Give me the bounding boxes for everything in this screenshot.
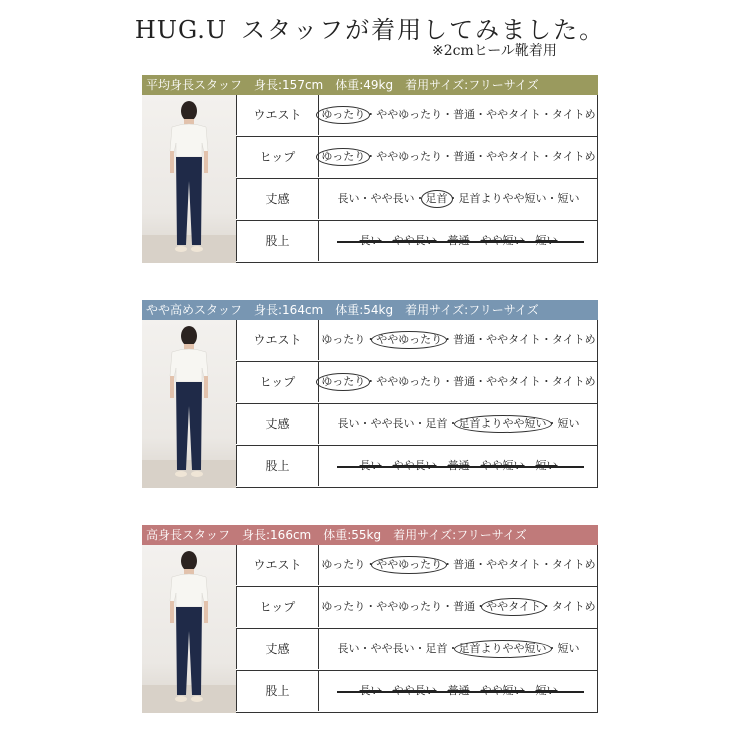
fit-options <box>319 671 598 711</box>
option-separator: ・ <box>365 108 377 121</box>
fit-option: やや長い <box>370 192 415 205</box>
fit-option: タイトめ <box>551 333 596 346</box>
fit-option-selected: 足首よりやや短い <box>459 629 547 669</box>
fit-row-label: 丈感 <box>236 179 319 219</box>
staff-figure-icon <box>164 324 214 484</box>
fit-row-label: 股上 <box>236 446 319 486</box>
fit-option: ややタイト <box>486 558 541 571</box>
fit-option: 長い <box>337 192 360 205</box>
staff-photo <box>142 320 236 488</box>
fit-row <box>236 179 598 221</box>
fit-options <box>319 137 598 177</box>
option-separator: ・ <box>442 375 454 388</box>
fit-option: ややタイト <box>486 333 541 346</box>
fit-option: 足首 <box>425 642 448 655</box>
fit-option: 短い <box>557 642 580 655</box>
fit-option: ややタイト <box>486 375 541 388</box>
option-separator: ・ <box>540 558 552 571</box>
fit-option: ゆったり <box>321 600 366 613</box>
option-separator: ・ <box>546 642 558 655</box>
fit-row-label: ウエスト <box>236 95 319 135</box>
staff-block <box>142 525 598 713</box>
option-separator: ・ <box>442 150 454 163</box>
fit-row <box>236 362 598 404</box>
fit-row <box>236 545 598 587</box>
fit-row <box>236 629 598 671</box>
staff-block <box>142 75 598 263</box>
fit-row-label: 股上 <box>236 221 319 261</box>
option-separator: ・ <box>365 150 377 163</box>
option-separator: ・ <box>540 375 552 388</box>
fit-option-selected: ゆったり <box>321 95 365 135</box>
strike-line <box>337 241 584 243</box>
fit-row-label: ウエスト <box>236 320 319 360</box>
fit-row <box>236 404 598 446</box>
fit-row <box>236 671 598 713</box>
fit-option: 長い <box>337 642 360 655</box>
option-separator: ・ <box>442 558 454 571</box>
fit-row <box>236 95 598 137</box>
option-separator: ・ <box>540 108 552 121</box>
option-separator: ・ <box>447 417 459 430</box>
fit-option: 長い <box>337 417 360 430</box>
fit-option: 短い <box>557 417 580 430</box>
fit-options <box>319 179 598 219</box>
fit-table <box>236 545 598 713</box>
option-separator: ・ <box>447 642 459 655</box>
fit-option: 短い <box>557 192 580 205</box>
fit-options <box>319 545 598 585</box>
fit-option-selected: ややゆったり <box>376 320 442 360</box>
fit-option: 普通 <box>453 333 476 346</box>
option-separator: ・ <box>475 558 487 571</box>
fit-options <box>319 629 598 669</box>
fit-option-selected: 足首 <box>426 179 448 219</box>
option-separator: ・ <box>359 417 371 430</box>
option-separator: ・ <box>365 558 377 571</box>
fit-option: ややゆったり <box>376 150 443 163</box>
fit-option: 足首 <box>425 417 448 430</box>
fit-table <box>236 95 598 263</box>
title-text: スタッフが着用してみました。 <box>241 16 606 44</box>
strike-line <box>337 466 584 468</box>
fit-row <box>236 446 598 488</box>
staff-figure-icon <box>164 99 214 259</box>
fit-option: 足首よりやや短い <box>458 192 547 205</box>
fit-option: 普通 <box>453 600 476 613</box>
fit-option-selected: 足首よりやや短い <box>459 404 547 444</box>
fit-row <box>236 137 598 179</box>
option-separator: ・ <box>475 108 487 121</box>
fit-option: 普通 <box>453 375 476 388</box>
fit-option: ややゆったり <box>376 600 443 613</box>
fit-option: ややゆったり <box>376 375 443 388</box>
fit-option-selected: ゆったり <box>321 362 365 402</box>
fit-table <box>236 320 598 488</box>
option-separator: ・ <box>365 600 377 613</box>
fit-row-label: 丈感 <box>236 629 319 669</box>
page-title <box>0 10 740 45</box>
fit-option: タイトめ <box>551 150 596 163</box>
option-separator: ・ <box>475 375 487 388</box>
fit-option: ややタイト <box>486 108 541 121</box>
fit-options <box>319 446 598 486</box>
fit-options <box>319 404 598 444</box>
fit-options <box>319 362 598 402</box>
staff-photo <box>142 95 236 263</box>
option-separator: ・ <box>365 333 377 346</box>
fit-row <box>236 221 598 263</box>
fit-options <box>319 587 598 627</box>
option-separator: ・ <box>414 192 426 205</box>
staff-header: 高身長スタッフ 身長:166cm 体重:55kg 着用サイズ:フリーサイズ <box>142 525 598 545</box>
fit-option: ゆったり <box>321 558 366 571</box>
fit-row-label: 丈感 <box>236 404 319 444</box>
fit-option: タイトめ <box>551 108 596 121</box>
fit-option: 普通 <box>453 150 476 163</box>
option-separator: ・ <box>414 417 426 430</box>
fit-option-selected: ややゆったり <box>376 545 442 585</box>
fit-row-label: ヒップ <box>236 362 319 402</box>
option-separator: ・ <box>414 642 426 655</box>
fit-option: ややゆったり <box>376 108 443 121</box>
option-separator: ・ <box>540 333 552 346</box>
brand-name: HUG.U <box>134 16 228 44</box>
fit-option-selected: ややタイト <box>486 587 541 627</box>
option-separator: ・ <box>475 333 487 346</box>
fit-row-label: ヒップ <box>236 137 319 177</box>
fit-option: ゆったり <box>321 333 366 346</box>
fit-option: やや長い <box>370 417 415 430</box>
fit-option: 普通 <box>453 558 476 571</box>
option-separator: ・ <box>359 642 371 655</box>
fit-option: タイトめ <box>551 558 596 571</box>
fit-option: やや長い <box>370 642 415 655</box>
option-separator: ・ <box>365 375 377 388</box>
option-separator: ・ <box>546 192 558 205</box>
option-separator: ・ <box>540 600 552 613</box>
fit-option: ややタイト <box>486 150 541 163</box>
option-separator: ・ <box>475 150 487 163</box>
option-separator: ・ <box>540 150 552 163</box>
fit-row-label: 股上 <box>236 671 319 711</box>
option-separator: ・ <box>475 600 487 613</box>
heel-note: ※2cmヒール靴着用 <box>432 43 557 59</box>
option-separator: ・ <box>546 417 558 430</box>
option-separator: ・ <box>359 192 371 205</box>
fit-row-label: ヒップ <box>236 587 319 627</box>
fit-option: タイトめ <box>551 375 596 388</box>
fit-row <box>236 587 598 629</box>
fit-option-selected: ゆったり <box>321 137 365 177</box>
fit-options <box>319 221 598 261</box>
fit-option: タイトめ <box>551 600 596 613</box>
option-separator: ・ <box>442 108 454 121</box>
staff-header: 平均身長スタッフ 身長:157cm 体重:49kg 着用サイズ:フリーサイズ <box>142 75 598 95</box>
fit-option: 普通 <box>453 108 476 121</box>
fit-row <box>236 320 598 362</box>
option-separator: ・ <box>442 333 454 346</box>
strike-line <box>337 691 584 693</box>
option-separator: ・ <box>442 600 454 613</box>
fit-row-label: ウエスト <box>236 545 319 585</box>
fit-options <box>319 320 598 360</box>
fit-options <box>319 95 598 135</box>
option-separator: ・ <box>447 192 459 205</box>
staff-photo <box>142 545 236 713</box>
staff-figure-icon <box>164 549 214 709</box>
staff-header: やや高めスタッフ 身長:164cm 体重:54kg 着用サイズ:フリーサイズ <box>142 300 598 320</box>
staff-block <box>142 300 598 488</box>
